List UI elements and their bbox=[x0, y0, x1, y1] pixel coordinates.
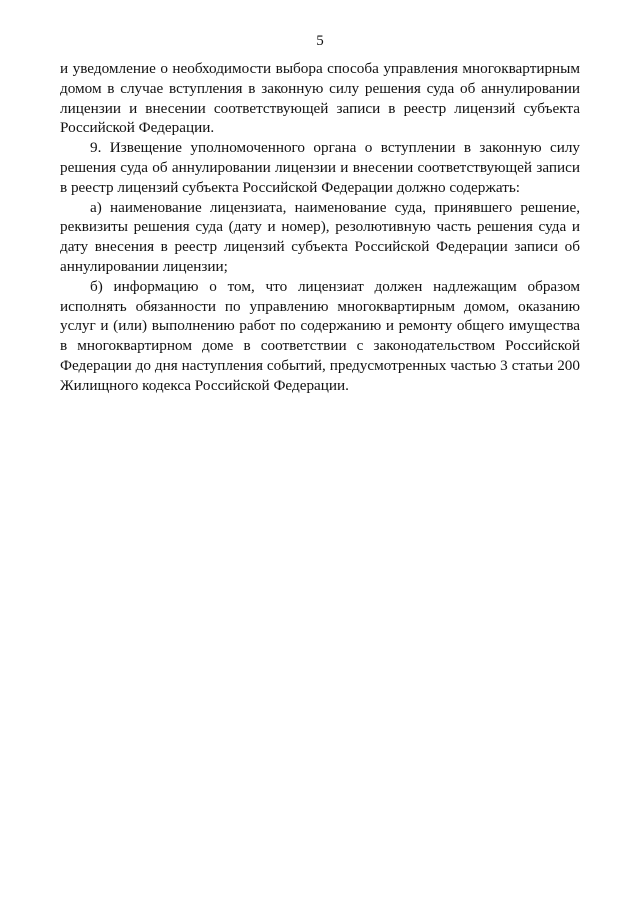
paragraph-continuation: и уведомление о необходимости выбора способа управления многоквартирным домом в случае вступления в законную силу решения суда об аннулировании лицензии и внесении соответствующей записи в реестр лицензий субъекта Российской Федерации. bbox=[60, 60, 580, 137]
paragraph-item-9: 9. Извещение уполномоченного органа о вступлении в законную силу решения суда об аннулировании лицензии и внесении соответствующей записи в реестр лицензий субъекта Российской Федерации должно содержать: bbox=[60, 139, 580, 196]
paragraph-subitem-a: а) наименование лицензиата, наименование суда, принявшего решение, реквизиты решения суда (дату и номер), резолютивную часть решения суда и дату внесения в реестр лицензий субъекта Российской Федерации записи об аннулировании лицензии; bbox=[60, 198, 580, 275]
document-body bbox=[60, 59, 580, 396]
paragraph-subitem-b: б) информацию о том, что лицензиат должен надлежащим образом исполнять обязанности по управлению многоквартирным домом, оказанию услуг и (или) выполнению работ по содержанию и ремонту общего имущества в многоквартирном доме в соответствии с законодательством Российской Федерации до дня наступления событий, предусмотренных частью 3 статьи 200 Жилищного кодекса Российской Федерации. bbox=[60, 277, 580, 394]
page-number: 5 bbox=[316, 33, 324, 49]
